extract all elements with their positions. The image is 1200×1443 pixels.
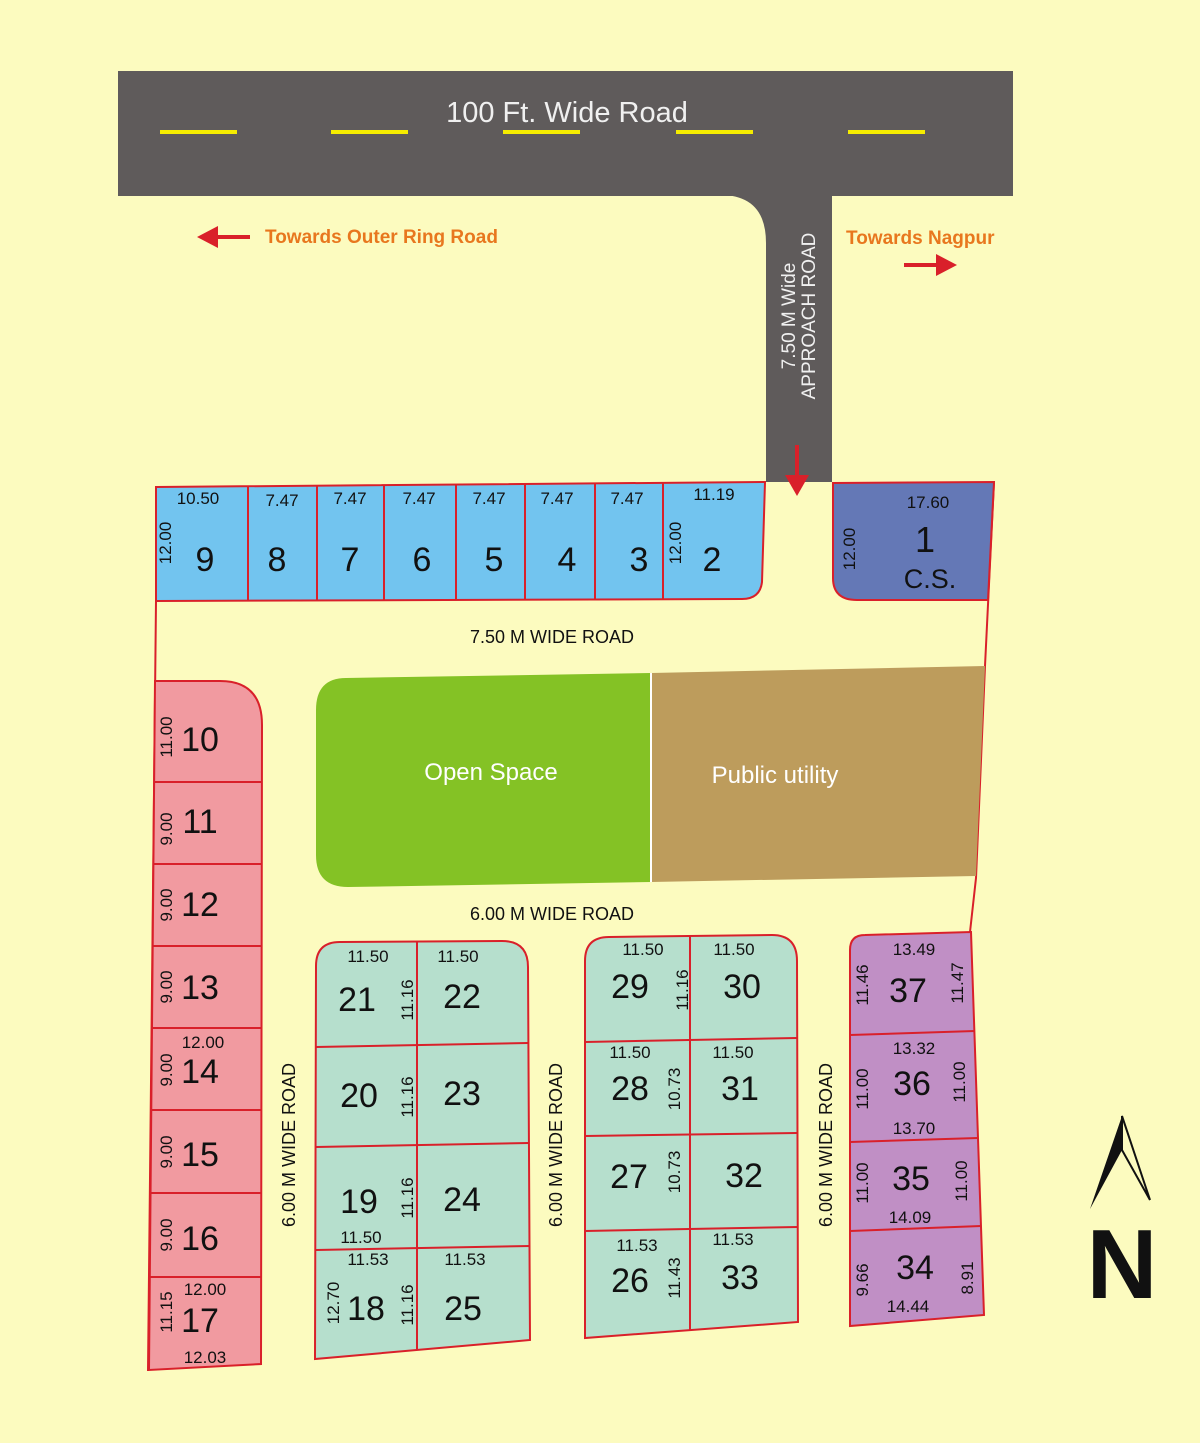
road-vertical-2-label: 6.00 M WIDE ROAD	[546, 1062, 566, 1228]
road-750-label: 7.50 M WIDE ROAD	[469, 627, 635, 647]
plot-10-number: 10	[181, 721, 219, 759]
plot-37-number: 37	[889, 972, 927, 1010]
plot-18-number: 18	[347, 1290, 385, 1328]
plot-21-number: 21	[338, 981, 376, 1019]
plot-14-dim: 9.00	[157, 1053, 176, 1087]
plot-7-number: 7	[340, 541, 360, 579]
plot-35-right-depth: 11.00	[952, 1160, 971, 1202]
north-label: N	[1086, 1209, 1158, 1319]
plot-5-number: 5	[484, 541, 504, 579]
plot-24-number: 24	[443, 1181, 481, 1219]
arrow-left-icon	[197, 226, 250, 248]
plot-22-width: 11.50	[437, 947, 479, 966]
plot-28-number: 28	[611, 1070, 649, 1108]
plot-18-width: 11.53	[347, 1250, 389, 1269]
plot-25-width: 11.53	[444, 1250, 486, 1269]
plot-17-number: 17	[181, 1302, 219, 1340]
plot-30-width: 11.50	[713, 940, 755, 959]
block-a-depth-3: 11.16	[398, 1177, 417, 1219]
plot-36-right-depth: 11.00	[950, 1061, 969, 1103]
plot-31-number: 31	[721, 1070, 759, 1108]
plot-36-left-depth: 11.00	[853, 1068, 872, 1110]
plot-29-number: 29	[611, 968, 649, 1006]
block-b-depth-3: 10.73	[665, 1150, 684, 1194]
plot-2-depth: 12.00	[666, 521, 685, 565]
plot-13-dim: 9.00	[157, 970, 176, 1004]
arrow-right-icon	[904, 254, 957, 276]
plot-37-left-depth: 11.46	[853, 964, 872, 1006]
plot-33-width: 11.53	[712, 1230, 754, 1249]
plot-19-number: 19	[340, 1183, 378, 1221]
plot-2-width: 11.19	[693, 485, 735, 504]
public-utility-label: Public utility	[711, 762, 839, 789]
plot-13-number: 13	[181, 969, 219, 1007]
plot-9-width: 10.50	[176, 489, 220, 508]
block-b-depth-2: 10.73	[665, 1067, 684, 1111]
direction-right-label: Towards Nagpur	[846, 228, 995, 249]
plot-35-number: 35	[892, 1160, 930, 1198]
main-road-label: 100 Ft. Wide Road	[446, 97, 688, 129]
plot-3-width: 7.47	[610, 489, 644, 508]
plot-20-number: 20	[340, 1077, 378, 1115]
plot-6-width: 7.47	[402, 489, 436, 508]
plot-36-number: 36	[893, 1065, 931, 1103]
plot-9-depth: 12.00	[156, 521, 175, 565]
plot-4-width: 7.47	[540, 489, 574, 508]
plot-19-width-bottom: 11.50	[340, 1228, 382, 1247]
plot-7-width: 7.47	[333, 489, 367, 508]
road-600-label: 6.00 M WIDE ROAD	[469, 904, 635, 924]
plot-27-number: 27	[610, 1158, 648, 1196]
plot-17-width-top: 12.00	[183, 1280, 227, 1299]
plot-16-dim: 9.00	[157, 1218, 176, 1252]
open-space-label: Open Space	[424, 759, 558, 786]
road-vertical-3-label: 6.00 M WIDE ROAD	[816, 1062, 836, 1228]
plot-35-width-bottom: 14.09	[888, 1208, 932, 1227]
plot-34-left-depth: 9.66	[853, 1263, 872, 1297]
plot-16-number: 16	[181, 1220, 219, 1258]
plot-33-number: 33	[721, 1259, 759, 1297]
plot-1-number: 1	[914, 519, 936, 560]
plot-12-dim: 9.00	[157, 888, 176, 922]
plot-31-width: 11.50	[712, 1043, 754, 1062]
plot-14-number: 14	[181, 1053, 219, 1091]
plot-2-number: 2	[702, 541, 722, 579]
plot-34-width-bottom: 14.44	[886, 1297, 930, 1316]
plot-23-number: 23	[443, 1075, 481, 1113]
plot-34-number: 34	[896, 1249, 934, 1287]
plot-36-width: 13.32	[892, 1039, 936, 1058]
direction-left-label: Towards Outer Ring Road	[265, 227, 498, 248]
plot-34-right-depth: 8.91	[958, 1261, 977, 1295]
plot-28-width: 11.50	[609, 1043, 651, 1062]
plot-15-dim: 9.00	[157, 1135, 176, 1169]
plot-5-width: 7.47	[472, 489, 506, 508]
approach-road-label-2: APPROACH ROAD	[799, 232, 820, 400]
plot-11-number: 11	[182, 803, 218, 841]
plot-36-width-bottom: 13.70	[892, 1119, 936, 1138]
left-column-block	[149, 681, 262, 1370]
plot-30-number: 30	[723, 968, 761, 1006]
block-a-depth-1: 11.16	[398, 979, 417, 1021]
plot-8-width: 7.47	[265, 491, 299, 510]
plot-1-label: C.S.	[903, 564, 957, 594]
plot-22-number: 22	[443, 978, 481, 1016]
plot-29-width: 11.50	[622, 940, 664, 959]
plot-18-depth: 12.70	[324, 1281, 343, 1325]
plot-17-width-bottom: 12.03	[183, 1348, 227, 1367]
approach-road-label-1: 7.50 M Wide	[779, 262, 800, 370]
plot-12-number: 12	[181, 886, 219, 924]
plot-37-right-depth: 11.47	[948, 962, 967, 1004]
plot-8-number: 8	[267, 541, 287, 579]
plot-4-number: 4	[557, 541, 577, 579]
block-b-depth-4: 11.43	[665, 1257, 684, 1299]
plot-25-number: 25	[444, 1290, 482, 1328]
plot-35-left-depth: 11.00	[853, 1162, 872, 1204]
plot-26-width: 11.53	[616, 1236, 658, 1255]
plot-21-width: 11.50	[347, 947, 389, 966]
plot-11-dim: 9.00	[157, 812, 176, 846]
plot-37-width: 13.49	[892, 940, 936, 959]
plot-17-dim: 11.15	[157, 1291, 176, 1333]
north-arrow-icon	[1090, 1116, 1150, 1209]
plot-1-width: 17.60	[906, 493, 950, 512]
plot-1-depth: 12.00	[840, 527, 859, 571]
plot-15-number: 15	[181, 1136, 219, 1174]
block-a-depth-4: 11.16	[398, 1284, 417, 1326]
plot-14-width: 12.00	[181, 1033, 225, 1052]
road-vertical-1-label: 6.00 M WIDE ROAD	[279, 1062, 299, 1228]
block-a-depth-2: 11.16	[398, 1076, 417, 1118]
plot-10-dim: 11.00	[157, 716, 176, 758]
plot-9-number: 9	[195, 541, 215, 579]
plot-3-number: 3	[629, 541, 649, 579]
block-b-depth-1: 11.16	[673, 969, 692, 1011]
plot-26-number: 26	[611, 1262, 649, 1300]
plot-6-number: 6	[412, 541, 432, 579]
plot-32-number: 32	[725, 1157, 763, 1195]
